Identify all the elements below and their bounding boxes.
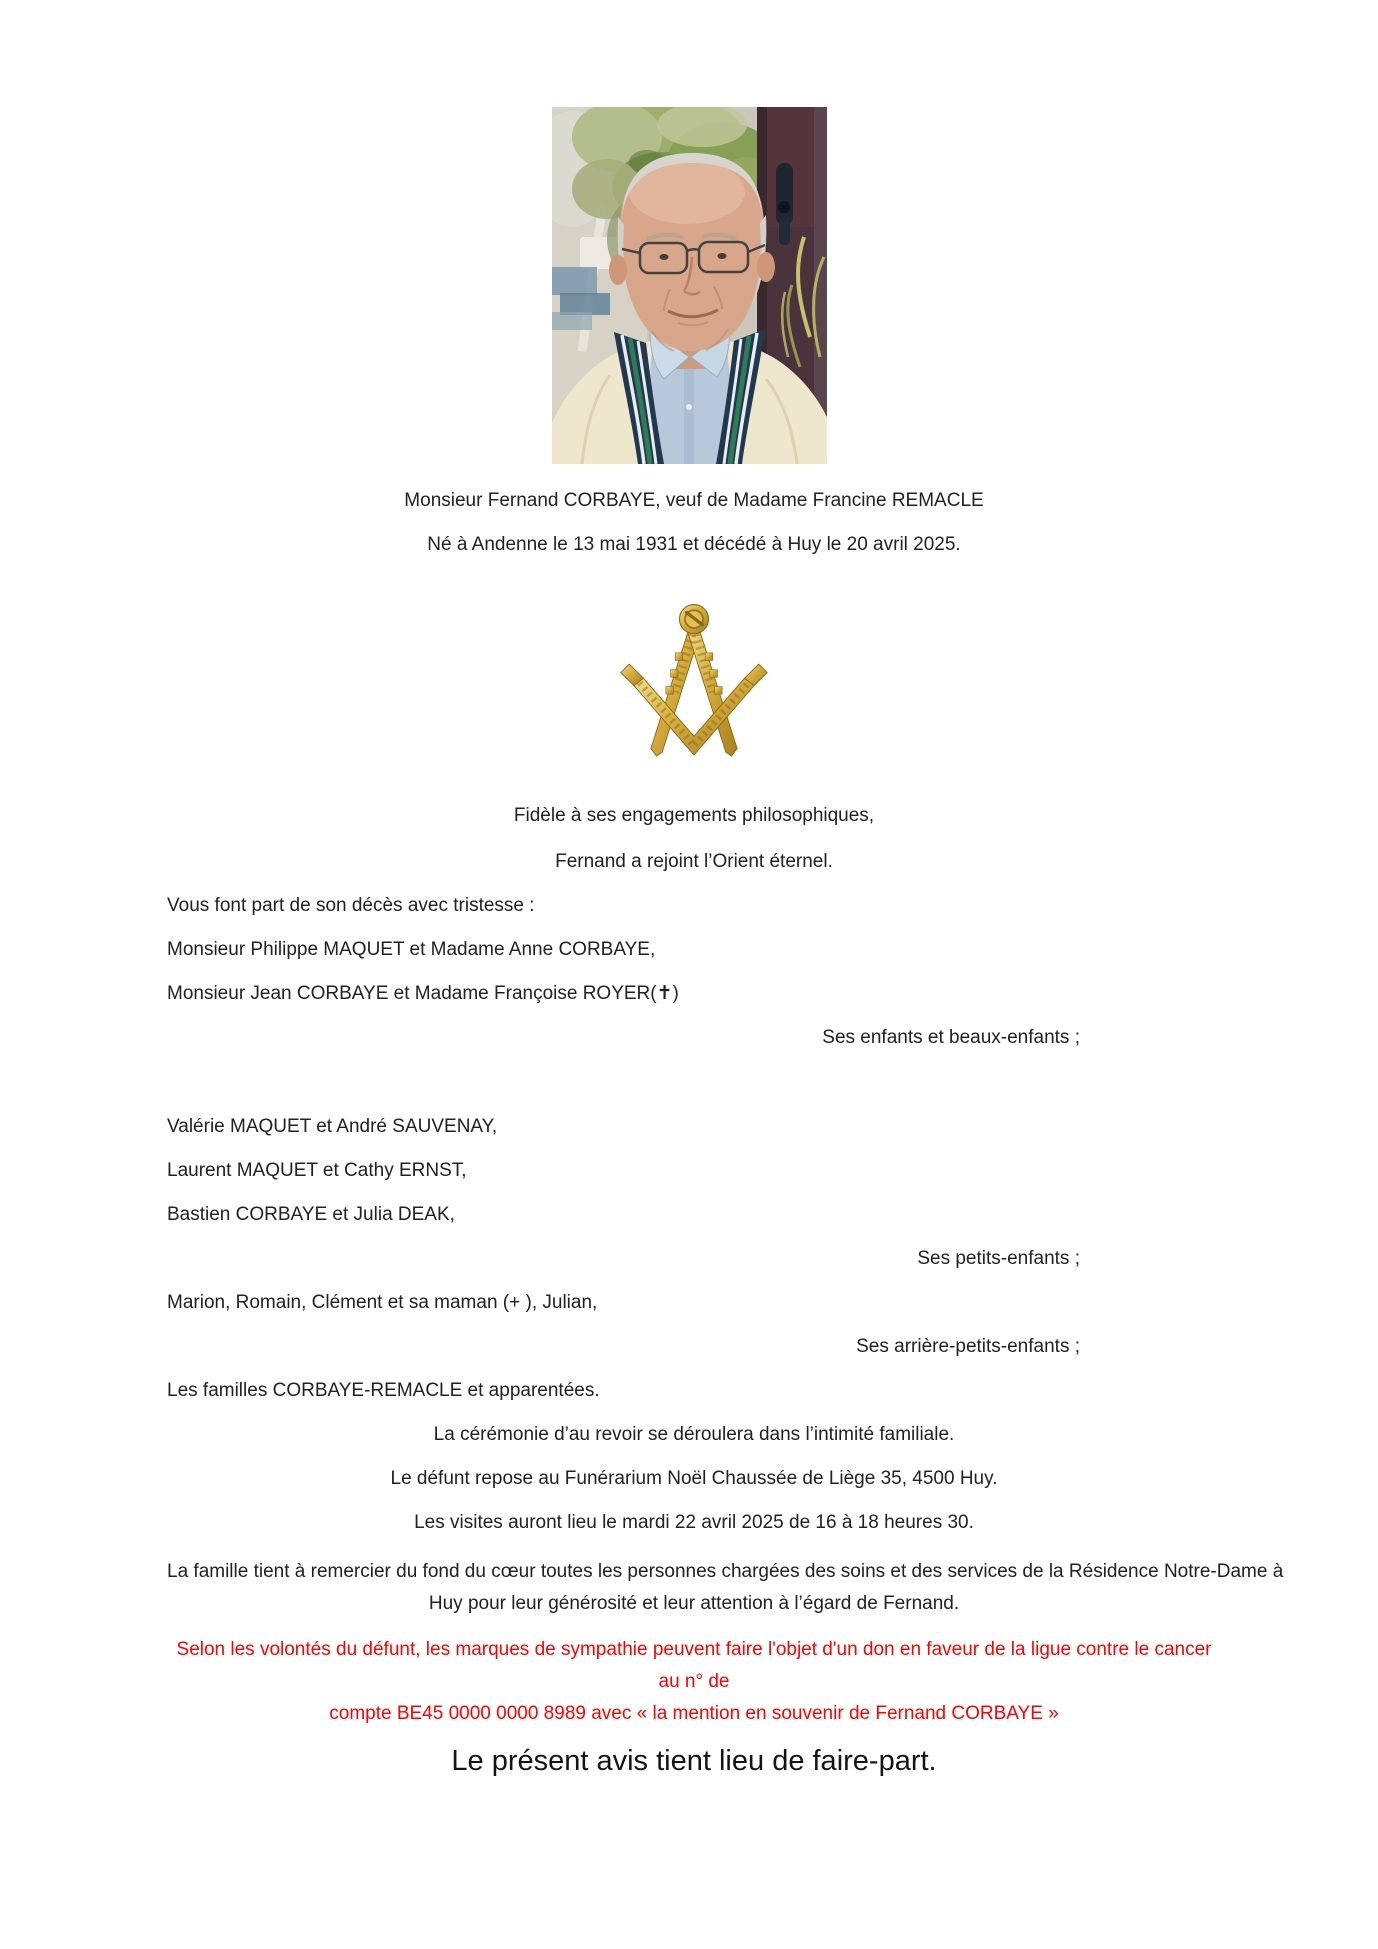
donation-line: Selon les volontés du défunt, les marques de sympathie peuvent faire l'objet d'un don en faveur de la ligue contre le cancer au n° de [176,1639,1212,1692]
announcement-intro: Vous font part de son décès avec tristesse : [167,895,535,916]
child-couple-line: Monsieur Philippe MAQUET et Madame Anne CORBAYE, [167,939,656,960]
masonic-line-2: Fernand a rejoint l’Orient éternel. [555,851,833,872]
obituary-content [0,491,1378,1778]
door-handle [776,163,793,225]
thanks-line: La famille tient à remercier du fond du cœur toutes les personnes chargées des soins et des services de la Résidence Notre-Dame à [167,1561,1284,1582]
masonic-square-compass-icon [619,598,769,764]
donation-paragraph [167,1634,1221,1730]
thanks-line: Huy pour leur générosité et leur attention à l’égard de Fernand. [428,1593,960,1614]
emblem-row [167,598,1221,764]
portrait-photo [552,107,827,464]
great-grandchildren-label: Ses arrière-petits-enfants ; [856,1336,1080,1357]
visits-line: Les visites auront lieu le mardi 22 avril 2025 de 16 à 18 heures 30. [414,1512,974,1533]
grandchild-couple-line: Laurent MAQUET et Cathy ERNST, [167,1160,467,1181]
repose-line: Le défunt repose au Funérarium Noël Chaussée de Liège 35, 4500 Huy. [390,1468,998,1489]
grandchild-couple-line: Valérie MAQUET et André SAUVENAY, [167,1116,498,1137]
thanks-paragraph [167,1556,1284,1620]
donation-line: compte BE45 0000 0000 8989 avec « la mention en souvenir de Fernand CORBAYE » [329,1703,1059,1724]
closing-line: Le présent avis tient lieu de faire-part. [451,1745,937,1777]
portrait-photo-image [552,107,827,464]
birth-death-line: Né à Andenne le 13 mai 1931 et décédé à Huy le 20 avril 2025. [427,534,961,555]
deceased-name-line: Monsieur Fernand CORBAYE, veuf de Madame Francine REMACLE [404,490,984,511]
grandchild-couple-line: Bastien CORBAYE et Julia DEAK, [167,1204,455,1225]
ceremony-line: La cérémonie d’au revoir se déroulera dans l’intimité familiale. [433,1424,955,1445]
great-grandchildren-line: Marion, Romain, Clément et sa maman (+ ), Julian, [167,1292,598,1313]
grandchildren-label: Ses petits-enfants ; [917,1248,1080,1269]
photo-row [0,0,1378,464]
masonic-line-1: Fidèle à ses engagements philosophiques, [513,805,875,826]
child-couple-line: Monsieur Jean CORBAYE et Madame Françoise ROYER(✝) [167,983,679,1004]
families-line: Les familles CORBAYE-REMACLE et apparentées. [167,1380,600,1401]
children-label: Ses enfants et beaux-enfants ; [822,1027,1080,1048]
